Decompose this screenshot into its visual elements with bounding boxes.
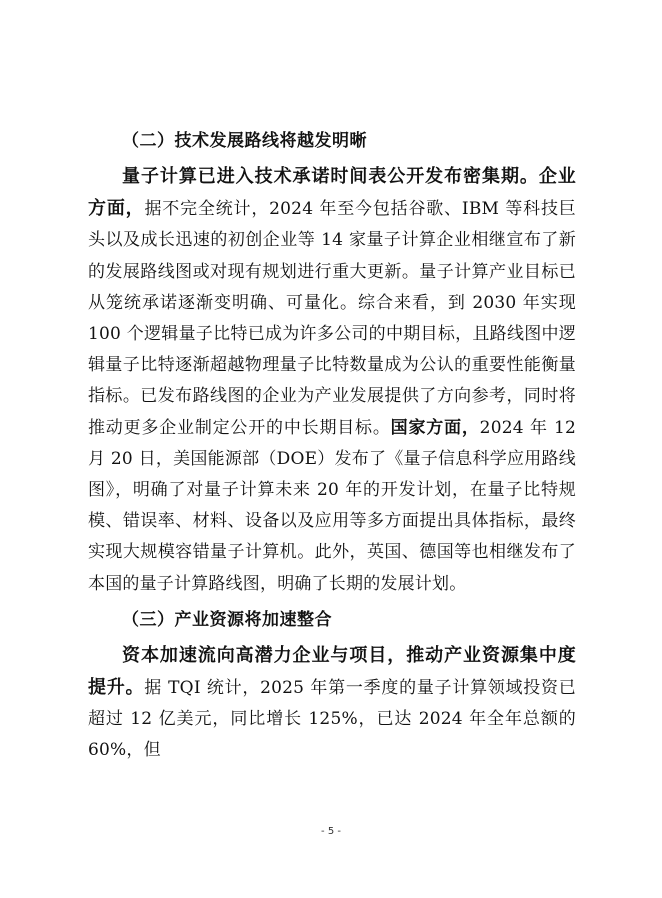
national-label: 国家方面， [390,417,480,438]
paragraph-resources [88,640,576,767]
paragraph-roadmap [88,161,576,600]
paragraph-lead: 量子计算已进入技术承诺时间表公开发布密集期。 [122,166,539,187]
enterprise-label: 企业方面， [88,166,576,220]
paragraph-lead-resources: 资本加速流向高潜力企业与项目，推动产业资源集中度提升。 [88,644,576,699]
section-heading-3: （三）产业资源将加速整合 [122,609,332,630]
paragraph-text-resources: 据 TQI 统计，2025 年第一季度的量子计算领域投资已超过 12 亿美元，同比增长 125%，已达 2024 年全年总额的 60%，但 [88,678,576,761]
paragraph-text-national: 2024 年 12 月 20 日，美国能源部（DOE）发布了《量子信息科学应用路线图》，明确了对量子计算未来 20 年的开发计划，在量子比特规模、错误率、材料、设备以及应用等多方面提出具体指标，最终实现大规模容错量子计算机。此外，英国、德国等也相继发布了本国的量子计算路线图，明确了长期的发展计划。 [88,417,576,594]
paragraph-text: 据不完全统计，2024 年至今包括谷歌、IBM 等科技巨头以及成长迅速的初创企业等 14 家量子计算企业相继宣布了新的发展路线图或对现有规划进行重大更新。量子计算产业目标已从笼统承诺逐渐变明确、可量化。综合来看，到 2030 年实现 100 个逻辑量子比特已成为许多公司的中期目标，且路线图中逻辑量子比特逐渐超越物理量子比特数量成为公认的重要性能衡量指标。已发布路线图的企业为产业发展提供了方向参考，同时将推动更多企业制定公开的中长期目标。 [88,199,576,438]
page-number: - 5 - [321,826,341,837]
section-heading-2: （二）技术发展路线将越发明晰 [122,131,367,151]
document-body [88,125,576,767]
